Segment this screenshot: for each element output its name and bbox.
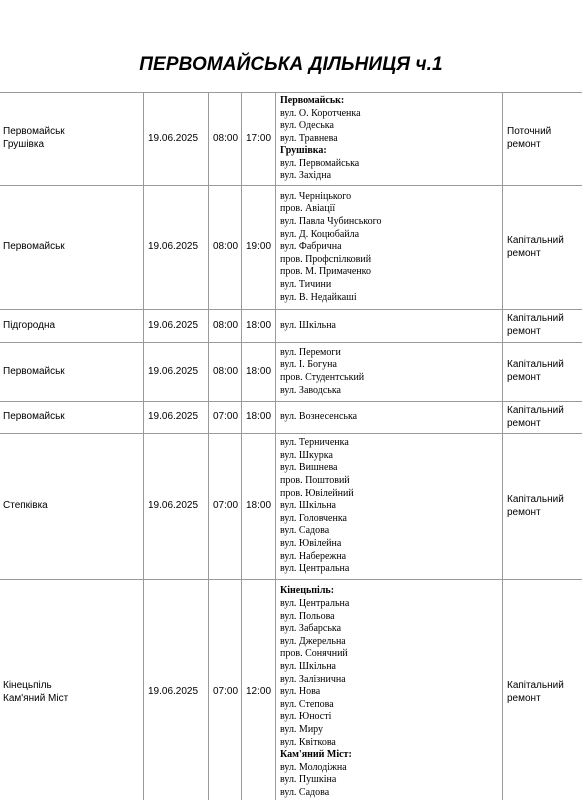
locality-heading: Первомайськ: (280, 94, 345, 106)
streets-cell (276, 343, 503, 402)
start-time-cell: 07:00 (209, 434, 242, 580)
streets-cell (276, 580, 503, 800)
street-name: вул. Шкільна (280, 319, 336, 331)
work-type-label: Капітальний (507, 313, 564, 325)
work-type-cell (503, 310, 582, 343)
street-name: вул. Пушкіна (280, 774, 337, 786)
streets-cell (276, 434, 503, 580)
street-name: вул. Вишнева (280, 462, 338, 474)
street-name: пров. Поштовий (280, 475, 350, 487)
start-time-cell: 08:00 (209, 343, 242, 402)
work-type-label: Капітальний (507, 234, 564, 246)
date-cell: 19.06.2025 (144, 434, 209, 580)
locality-heading: Кам'яний Міст: (280, 749, 352, 761)
street-name: пров. Сонячний (280, 648, 348, 660)
locality-cell (0, 186, 144, 310)
work-type-label: Капітальний (507, 404, 564, 416)
table-row (0, 434, 582, 580)
end-time-cell: 18:00 (242, 434, 276, 580)
start-time-cell: 07:00 (209, 580, 242, 800)
street-name: пров. Студентський (280, 372, 365, 383)
table-row (0, 93, 582, 186)
locality-name: Кінецьпіль (3, 679, 52, 691)
street-name: вул. Квіткова (280, 736, 336, 748)
street-name: вул. Черніцького (280, 190, 352, 202)
street-name: пров. М. Примаченко (280, 266, 372, 278)
locality-name: Грушівка (3, 139, 45, 150)
street-name: вул. Степова (280, 698, 334, 710)
end-time-cell: 18:00 (242, 402, 276, 434)
streets-cell (276, 93, 503, 186)
street-name: вул. Заводська (280, 384, 341, 396)
start-time-cell: 07:00 (209, 402, 242, 434)
work-type-cell (503, 434, 582, 580)
locality-name: Кам'яний Міст (3, 692, 69, 704)
work-type-label: Капітальний (507, 359, 564, 371)
date-cell: 19.06.2025 (144, 580, 209, 800)
date-cell: 19.06.2025 (144, 402, 209, 434)
end-time-cell: 17:00 (242, 93, 276, 186)
table-body (0, 93, 582, 800)
street-name: вул. Головченка (280, 512, 347, 524)
street-name: пров. Авіації (280, 203, 336, 215)
street-name: вул. В. Недайкаші (280, 291, 357, 303)
street-name: вул. Набережна (280, 550, 347, 562)
street-name: вул. Шкільна (280, 500, 336, 512)
street-name: вул. Шкільна (280, 661, 336, 673)
street-name: вул. Молодіжна (280, 761, 347, 773)
street-name: вул. Терниченка (280, 437, 349, 449)
street-name: вул. Забарська (280, 623, 342, 635)
street-name: вул. Нова (280, 686, 321, 698)
streets-cell (276, 310, 503, 343)
locality-cell (0, 93, 144, 186)
street-name: вул. Перемоги (280, 346, 341, 358)
street-name: пров. Ювілейний (280, 487, 354, 499)
locality-name: Первомайськ (3, 126, 65, 138)
work-type-label: ремонт (507, 692, 541, 704)
street-name: вул. Травнева (280, 132, 338, 144)
table-row (0, 402, 582, 434)
locality-name: Степківка (3, 500, 48, 512)
locality-name: Первомайськ (3, 365, 65, 377)
street-name: вул. Садова (280, 525, 330, 537)
end-time-cell: 19:00 (242, 186, 276, 310)
street-name: вул. Ювілейна (280, 537, 342, 549)
street-name: пров. Профспілковий (280, 253, 372, 265)
street-name: вул. Одеська (280, 120, 334, 132)
street-name: вул. Садова (280, 786, 330, 798)
work-type-label: ремонт (507, 247, 541, 259)
end-time-cell: 12:00 (242, 580, 276, 800)
locality-cell (0, 434, 144, 580)
work-type-label: ремонт (507, 417, 541, 429)
streets-cell (276, 186, 503, 310)
locality-heading: Грушівка: (280, 145, 327, 157)
street-name: вул. Юності (280, 711, 332, 723)
locality-name: Первомайськ (3, 411, 65, 423)
street-name: вул. Залізнична (280, 673, 346, 685)
street-name: вул. Польова (280, 610, 335, 622)
date-cell: 19.06.2025 (144, 186, 209, 310)
table-row (0, 580, 582, 800)
locality-cell (0, 580, 144, 800)
work-type-label: ремонт (507, 139, 541, 150)
streets-cell (276, 402, 503, 434)
start-time-cell: 08:00 (209, 186, 242, 310)
work-type-label: ремонт (507, 372, 541, 383)
start-time-cell: 08:00 (209, 310, 242, 343)
date-cell: 19.06.2025 (144, 310, 209, 343)
locality-name: Первомайськ (3, 241, 65, 253)
table-row (0, 310, 582, 343)
street-name: вул. Вознесенська (280, 411, 358, 423)
end-time-cell: 18:00 (242, 343, 276, 402)
work-type-cell (503, 343, 582, 402)
table-row (0, 186, 582, 310)
street-name: вул. Центральна (280, 598, 350, 610)
work-type-label: Капітальний (507, 679, 564, 691)
locality-cell (0, 343, 144, 402)
street-name: вул. О. Коротченка (280, 107, 361, 119)
date-cell: 19.06.2025 (144, 343, 209, 402)
street-name: вул. Тичини (280, 278, 332, 290)
street-name: вул. Павла Чубинського (280, 216, 382, 228)
work-type-label: Капітальний (507, 493, 564, 505)
work-type-label: Поточний (507, 126, 552, 138)
end-time-cell: 18:00 (242, 310, 276, 343)
outage-schedule-table (0, 92, 582, 800)
work-type-cell (503, 93, 582, 186)
work-type-label: ремонт (507, 326, 541, 337)
page-title: ПЕРВОМАЙСЬКА ДІЛЬНИЦЯ ч.1 (139, 54, 443, 75)
locality-cell (0, 402, 144, 434)
street-name: вул. Західна (280, 170, 332, 182)
locality-cell (0, 310, 144, 343)
street-name: вул. Фабрична (280, 241, 342, 253)
street-name: вул. Центральна (280, 563, 350, 575)
table-row (0, 343, 582, 402)
street-name: вул. Первомайська (280, 157, 360, 169)
locality-heading: Кінецьпіль: (280, 585, 335, 597)
work-type-cell (503, 186, 582, 310)
work-type-cell (503, 580, 582, 800)
start-time-cell: 08:00 (209, 93, 242, 186)
street-name: вул. Миру (280, 723, 324, 735)
street-name: вул. Джерельна (280, 635, 346, 647)
work-type-label: ремонт (507, 506, 541, 518)
work-type-cell (503, 402, 582, 434)
street-name: вул. І. Богуна (280, 359, 337, 371)
date-cell: 19.06.2025 (144, 93, 209, 186)
street-name: вул. Д. Коцюбайла (280, 228, 360, 240)
street-name: вул. Шкурка (280, 449, 333, 461)
locality-name: Підгородна (3, 319, 56, 331)
